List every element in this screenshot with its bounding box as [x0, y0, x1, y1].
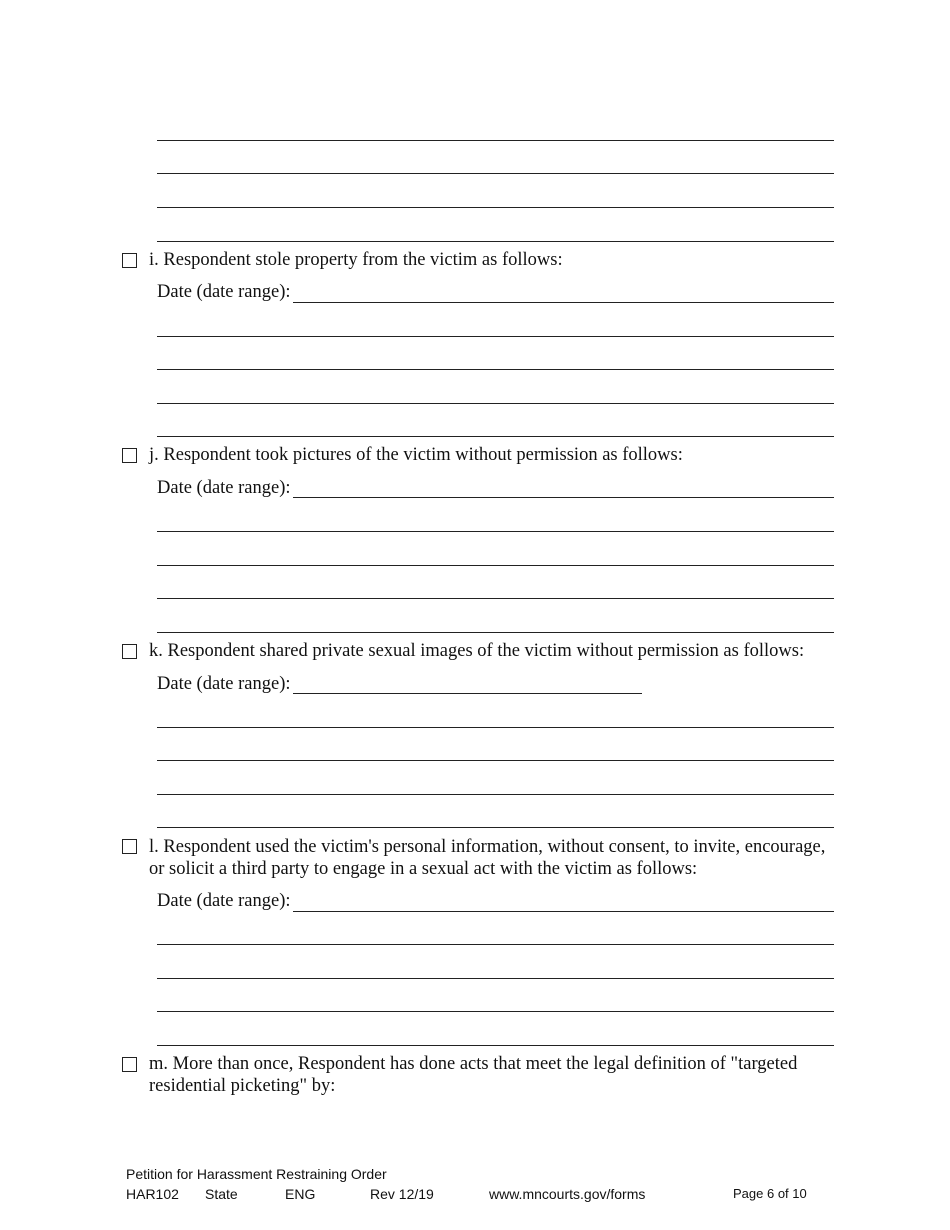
item-j-date-field[interactable]	[293, 497, 834, 498]
item-i-answer-line[interactable]	[157, 436, 834, 437]
item-k-answer-line[interactable]	[157, 727, 834, 728]
item-i-checkbox[interactable]	[122, 253, 137, 268]
item-i-date-field[interactable]	[293, 302, 834, 303]
footer-jurisdiction: State	[205, 1186, 238, 1202]
item-j-text: j. Respondent took pictures of the victim without permission as follows:	[149, 445, 683, 465]
previous-answer-line[interactable]	[157, 241, 834, 242]
item-j-answer-line[interactable]	[157, 565, 834, 566]
item-m-checkbox[interactable]	[122, 1057, 137, 1072]
item-l-answer-line[interactable]	[157, 944, 834, 945]
item-l-text-line2: or solicit a third party to engage in a sexual act with the victim as follows:	[149, 859, 698, 879]
item-k-answer-line[interactable]	[157, 760, 834, 761]
item-i-answer-line[interactable]	[157, 369, 834, 370]
item-l-answer-line[interactable]	[157, 1011, 834, 1012]
item-m-text-line1: m. More than once, Respondent has done acts that meet the legal definition of "targeted	[149, 1054, 798, 1074]
item-l-date-label: Date (date range):	[157, 891, 291, 911]
previous-answer-line[interactable]	[157, 140, 834, 141]
item-j-answer-line[interactable]	[157, 598, 834, 599]
item-l-text-line1: l. Respondent used the victim's personal information, without consent, to invite, encourage,	[149, 837, 826, 857]
footer-form-code: HAR102	[126, 1186, 179, 1202]
item-k-answer-line[interactable]	[157, 827, 834, 828]
footer-page-number: Page 6 of 10	[733, 1186, 807, 1201]
item-i-answer-line[interactable]	[157, 336, 834, 337]
item-k-checkbox[interactable]	[122, 644, 137, 659]
item-j-date-label: Date (date range):	[157, 478, 291, 498]
footer-url[interactable]: www.mncourts.gov/forms	[489, 1186, 646, 1202]
item-l-checkbox[interactable]	[122, 839, 137, 854]
previous-answer-line[interactable]	[157, 173, 834, 174]
footer-revision: Rev 12/19	[370, 1186, 434, 1202]
item-l-answer-line[interactable]	[157, 978, 834, 979]
item-k-date-field[interactable]	[293, 693, 642, 694]
item-i-answer-line[interactable]	[157, 403, 834, 404]
item-k-answer-line[interactable]	[157, 794, 834, 795]
previous-answer-line[interactable]	[157, 207, 834, 208]
item-j-checkbox[interactable]	[122, 448, 137, 463]
footer-form-title: Petition for Harassment Restraining Order	[126, 1166, 387, 1182]
item-l-answer-line[interactable]	[157, 1045, 834, 1046]
item-j-answer-line[interactable]	[157, 531, 834, 532]
item-i-date-label: Date (date range):	[157, 282, 291, 302]
item-j-answer-line[interactable]	[157, 632, 834, 633]
item-k-text: k. Respondent shared private sexual images of the victim without permission as follows:	[149, 641, 805, 661]
item-m-text-line2: residential picketing" by:	[149, 1076, 336, 1096]
footer-language: ENG	[285, 1186, 316, 1202]
item-k-date-label: Date (date range):	[157, 674, 291, 694]
item-l-date-field[interactable]	[293, 911, 834, 912]
item-i-text: i. Respondent stole property from the victim as follows:	[149, 250, 563, 270]
